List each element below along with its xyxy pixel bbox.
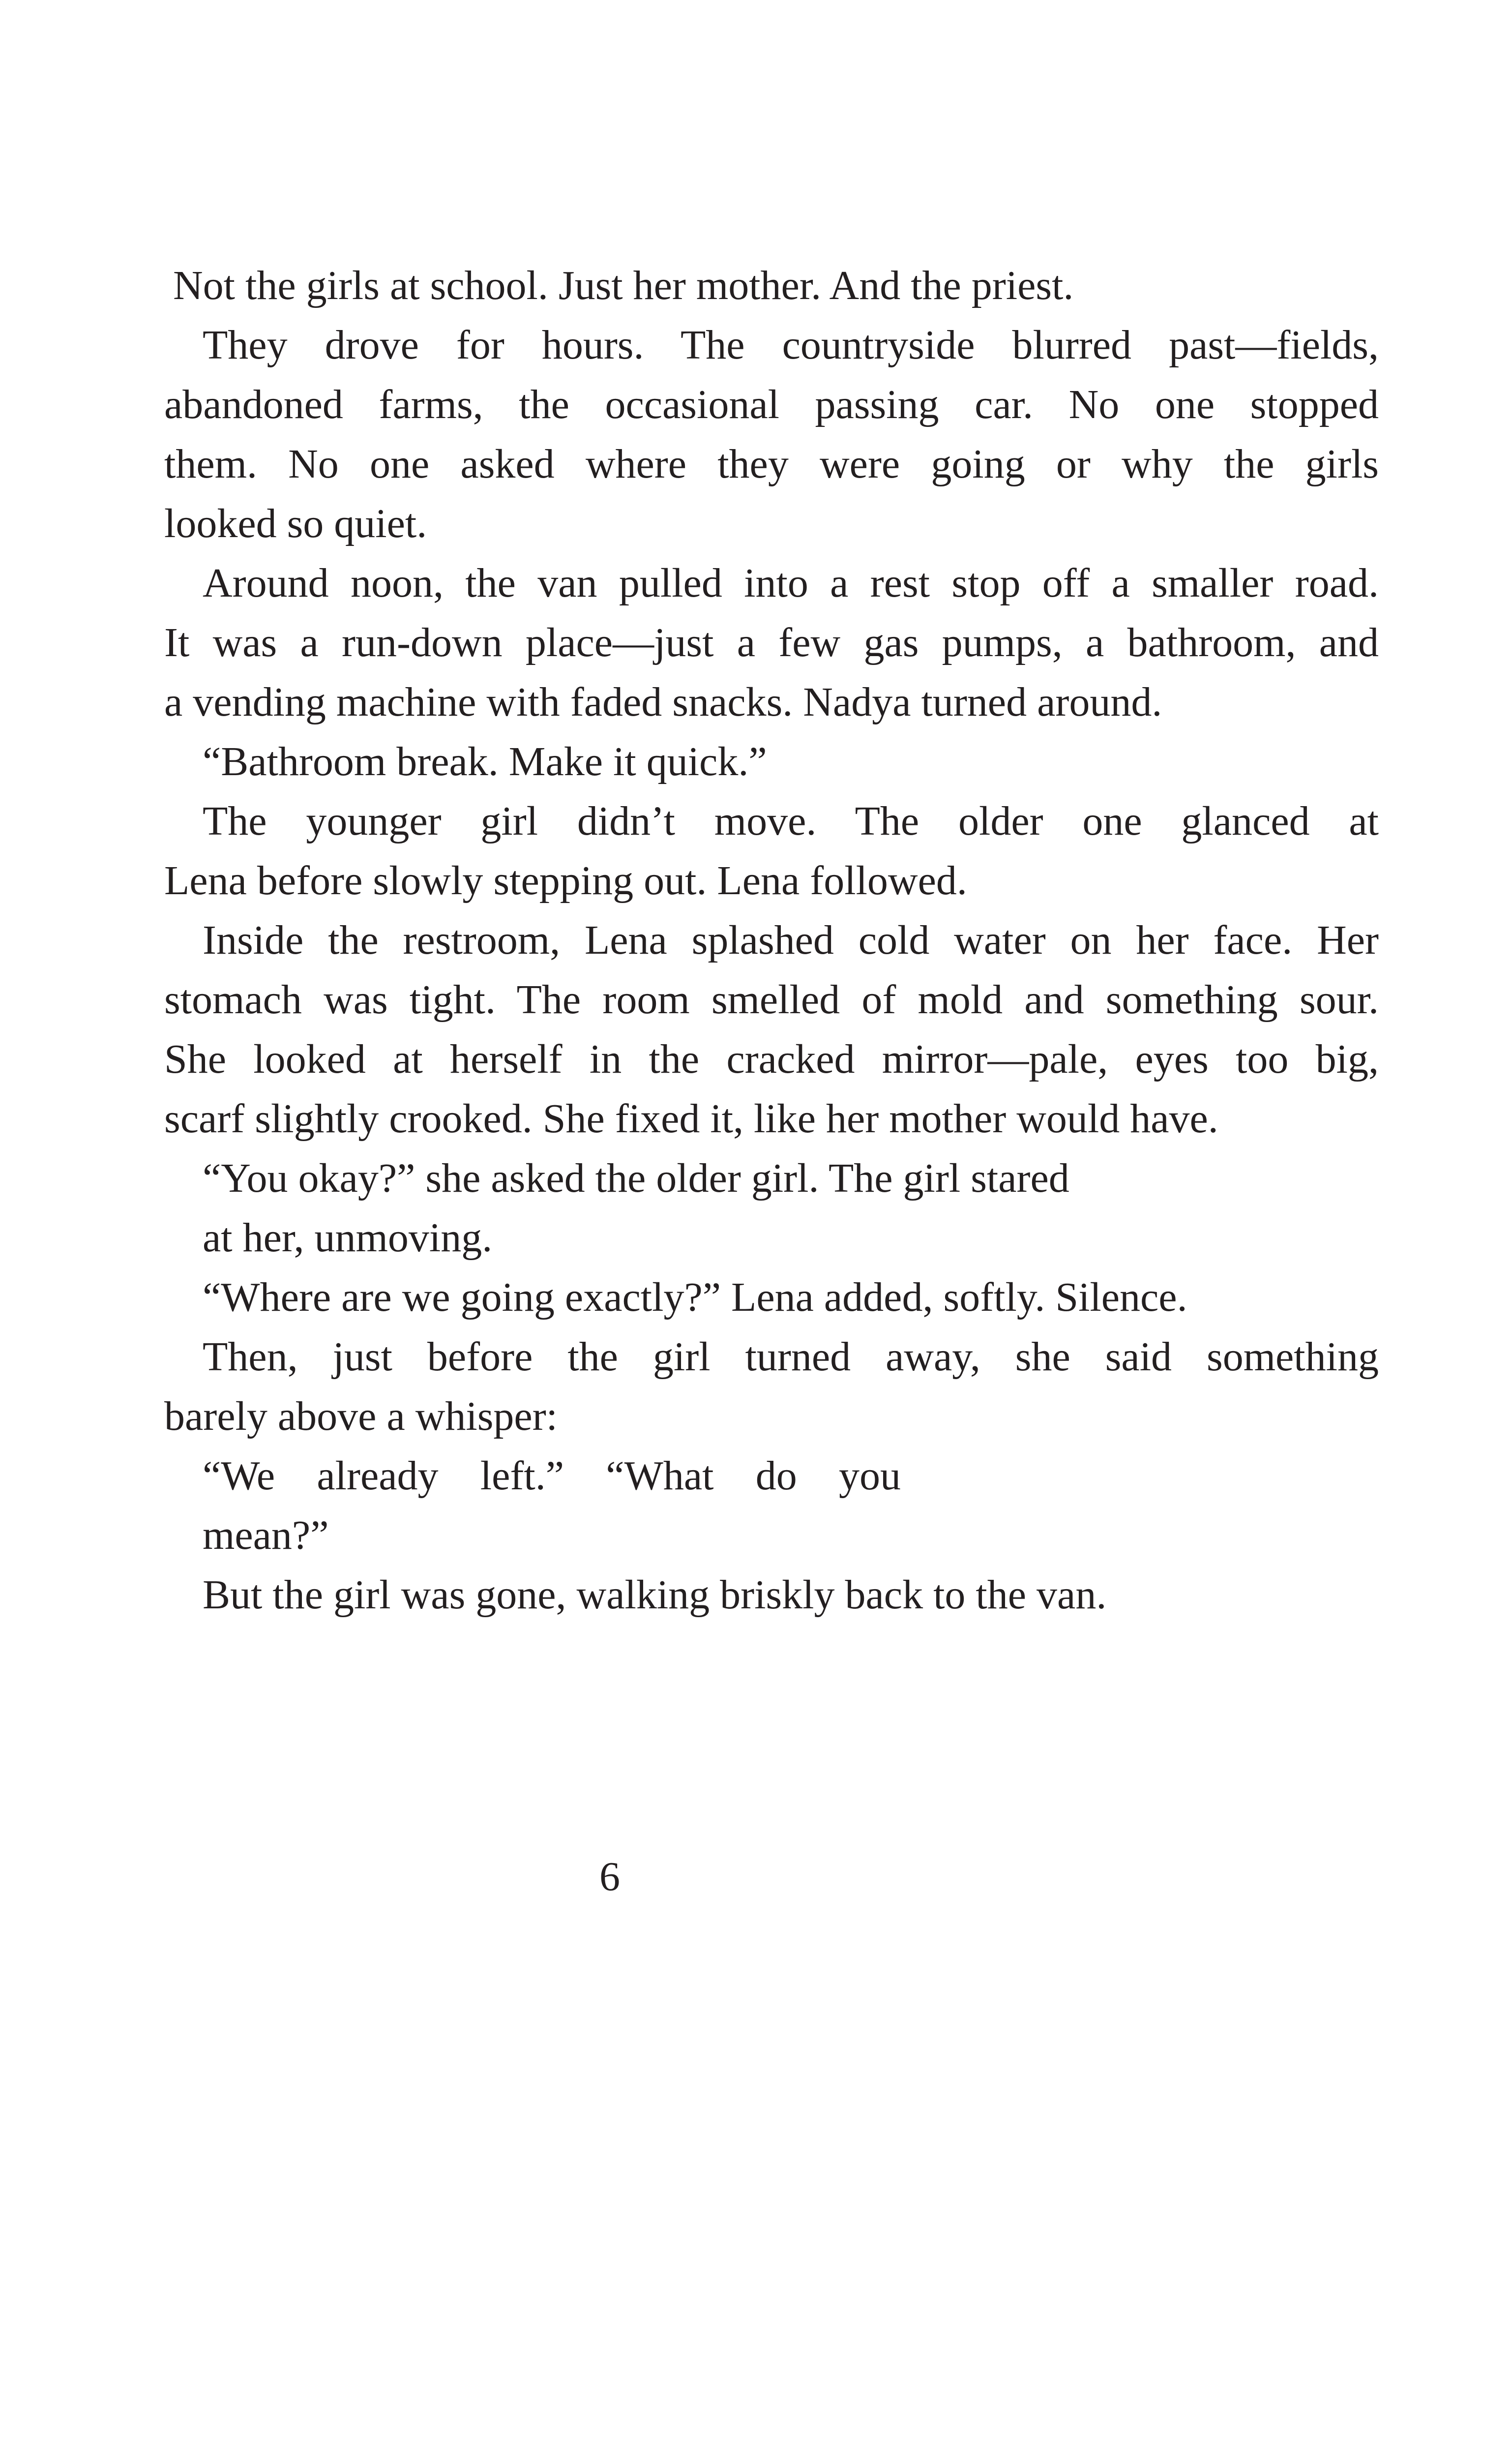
text-line: It was a run-down place—just a few gas pumps, a bathroom, and xyxy=(164,620,1379,665)
text-line: The younger girl didn’t move. The older one glanced at xyxy=(203,798,1379,844)
text-line: a vending machine with faded snacks. Nadya turned around. xyxy=(164,679,1162,725)
text-line: them. No one asked where they were going or why the girls xyxy=(164,441,1379,487)
text-line: Inside the restroom, Lena splashed cold water on her face. Her xyxy=(203,917,1379,963)
text-line: Not the girls at school. Just her mother. And the priest. xyxy=(173,263,1074,308)
text-line: “You okay?” she asked the older girl. The girl stared xyxy=(203,1155,1069,1201)
text-line: abandoned farms, the occasional passing car. No one stopped xyxy=(164,382,1379,427)
text-line: stomach was tight. The room smelled of mold and something sour. xyxy=(164,977,1379,1023)
text-line: barely above a whisper: xyxy=(164,1393,558,1439)
text-line: scarf slightly crooked. She fixed it, like her mother would have. xyxy=(164,1096,1218,1142)
text-line: “Bathroom break. Make it quick.” xyxy=(203,739,767,784)
text-line: They drove for hours. The countryside blurred past—fields, xyxy=(203,322,1379,368)
text-line: Around noon, the van pulled into a rest stop off a smaller road. xyxy=(203,560,1379,606)
text-line: “We already left.” “What do you xyxy=(203,1453,901,1499)
body-text xyxy=(164,256,1379,1625)
text-line: mean?” xyxy=(203,1512,329,1558)
text-line: Lena before slowly stepping out. Lena followed. xyxy=(164,858,967,904)
text-line: She looked at herself in the cracked mirror—pale, eyes too big, xyxy=(164,1036,1379,1082)
text-line: looked so quiet. xyxy=(164,501,427,546)
text-line: at her, unmoving. xyxy=(203,1215,493,1261)
page-number: 6 xyxy=(599,1854,620,1900)
text-line: Then, just before the girl turned away, she said something xyxy=(203,1334,1379,1380)
text-line: “Where are we going exactly?” Lena added, softly. Silence. xyxy=(203,1274,1187,1320)
text-line: But the girl was gone, walking briskly back to the van. xyxy=(203,1572,1107,1618)
